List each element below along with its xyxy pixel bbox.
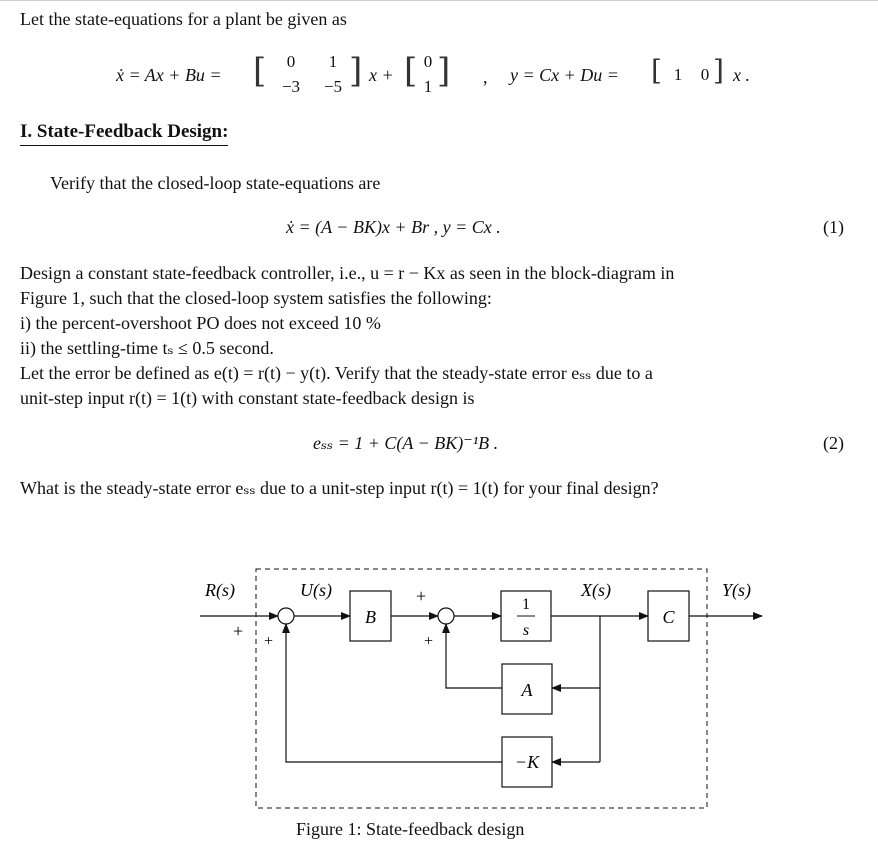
B-2: 1 xyxy=(423,77,433,96)
design-line-5: Let the error be defined as e(t) = r(t) − y(t). Verify that the steady-state error eₛₛ due to a xyxy=(20,363,653,383)
A-22: −5 xyxy=(323,77,343,96)
intro-text: Let the state-equations for a plant be given as xyxy=(20,9,347,29)
equation-2-number: (2) xyxy=(823,433,844,453)
label-X: X(s) xyxy=(581,580,611,600)
output-eq: y = Cx + Du = xyxy=(510,65,619,85)
A-11: 0 xyxy=(286,52,296,71)
sign-sum1-input: + xyxy=(233,621,244,641)
x-end: x . xyxy=(733,65,750,85)
ess-equation: eₛₛ = 1 + C(A − BK)⁻¹B . xyxy=(313,433,499,453)
sign-sum2-input: + xyxy=(416,586,427,606)
x-plus: x + xyxy=(369,65,394,85)
label-B: B xyxy=(365,607,376,627)
equation-1-number: (1) xyxy=(823,217,844,237)
matrix-A-right-bracket: ] xyxy=(349,51,363,91)
summing-junction-1 xyxy=(278,608,294,624)
label-negK: −K xyxy=(514,752,540,772)
label-Y: Y(s) xyxy=(722,580,752,600)
figure-caption: Figure 1: State-feedback design xyxy=(296,819,525,839)
matrix-B-right-bracket: ] xyxy=(437,51,451,91)
label-int-num: 1 xyxy=(522,596,530,613)
design-line-3: i) the percent-overshoot PO does not exceed 10 % xyxy=(20,313,381,333)
section-title: I. State-Feedback Design: xyxy=(20,121,228,146)
A-12: 1 xyxy=(328,52,338,71)
C-1: 1 xyxy=(673,65,683,84)
K-to-sum1 xyxy=(286,624,502,762)
state-eq-lhs: ẋ = Ax + Bu = xyxy=(116,65,222,85)
verify-text: Verify that the closed-loop state-equations are xyxy=(50,173,381,193)
closed-loop-equation: ẋ = (A − BK)x + Br , y = Cx . xyxy=(286,217,501,237)
comma: , xyxy=(483,67,488,87)
label-A: A xyxy=(521,680,533,700)
matrix-C-left-bracket: [ xyxy=(651,54,662,87)
matrix-A-left-bracket: [ xyxy=(253,51,267,91)
label-int-den: s xyxy=(522,622,530,639)
C-2: 0 xyxy=(700,65,710,84)
question-text: What is the steady-state error eₛₛ due to a unit-step input r(t) = 1(t) for your final design? xyxy=(20,478,659,498)
design-line-6: unit-step input r(t) = 1(t) with constant state-feedback design is xyxy=(20,388,475,408)
label-R: R(s) xyxy=(205,580,235,600)
B-1: 0 xyxy=(423,52,433,71)
design-line-4: ii) the settling-time tₛ ≤ 0.5 second. xyxy=(20,338,274,358)
design-line-2: Figure 1, such that the closed-loop system satisfies the following: xyxy=(20,288,492,308)
summing-junction-2 xyxy=(438,608,454,624)
sign-sum1-feedback: + xyxy=(264,633,274,650)
design-line-1: Design a constant state-feedback controller, i.e., u = r − Kx as seen in the block-diagram in xyxy=(20,263,675,283)
label-C: C xyxy=(662,607,675,627)
matrix-C-right-bracket: ] xyxy=(713,54,724,87)
sign-sum2-feedback: + xyxy=(424,633,434,650)
A-21: −3 xyxy=(281,77,301,96)
A-to-sum2 xyxy=(446,624,502,688)
matrix-B-left-bracket: [ xyxy=(404,51,418,91)
label-U: U(s) xyxy=(300,580,332,600)
